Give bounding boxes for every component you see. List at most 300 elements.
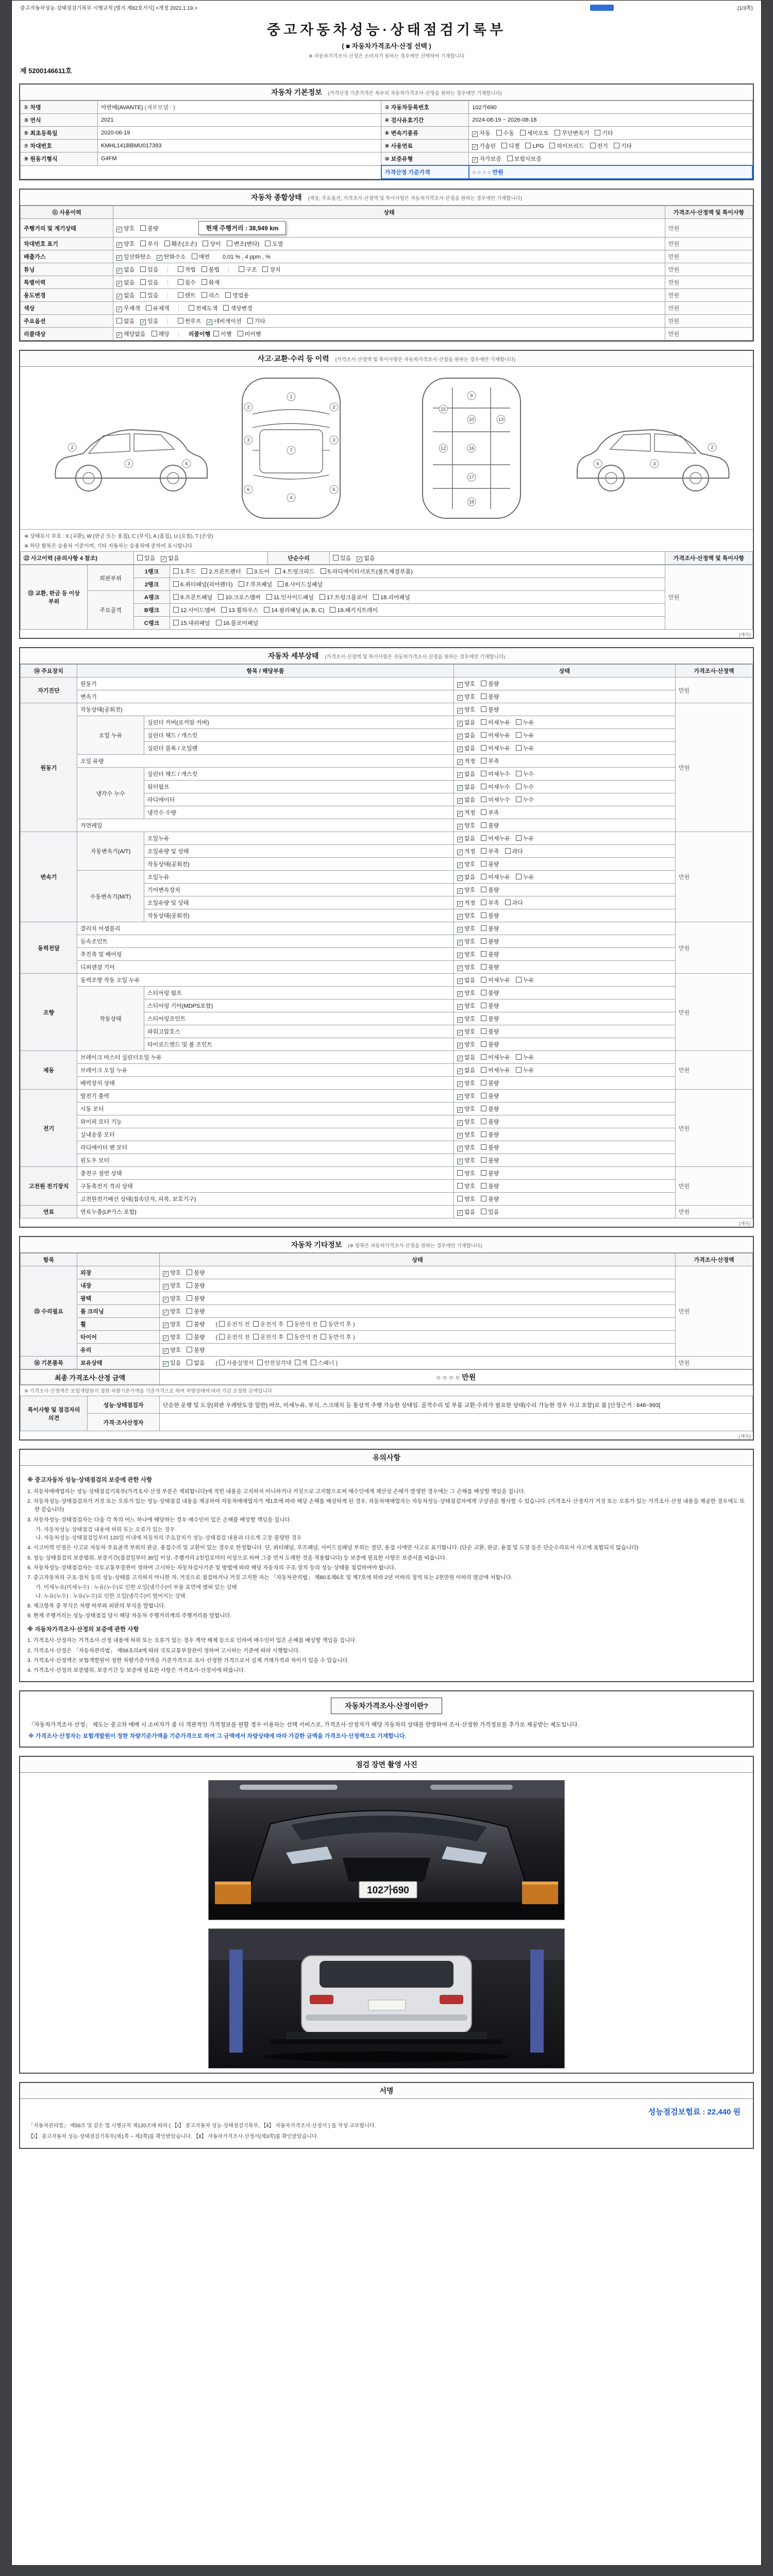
status-option: ✓ 무채색 — [117, 306, 140, 312]
section-detail-note: (가격조사·산정액 및 특이사항은 자동차가격조사·산정을 원하는 경우에만 기재합니다) — [325, 654, 506, 660]
checkbox-unchecked — [253, 1321, 259, 1327]
status-option: ✓ 없음 — [458, 784, 476, 791]
item-status — [454, 703, 676, 716]
checkbox-unchecked — [187, 1321, 192, 1327]
checkbox-unchecked — [481, 706, 486, 712]
basic-info-table — [20, 100, 753, 179]
misc-item-status — [160, 1279, 676, 1292]
status-option: 누수 — [516, 783, 534, 791]
status-option: 누유 — [516, 976, 534, 984]
overall-row-label: 주요옵션 — [21, 315, 113, 328]
checkbox-unchecked — [481, 938, 486, 944]
status-option: 불량 — [481, 821, 499, 829]
option-group — [178, 291, 255, 299]
status-option: ✓ 없음 — [458, 836, 476, 842]
misc-item-status — [160, 1318, 676, 1331]
item-status — [454, 1103, 676, 1115]
checkbox-unchecked — [481, 1028, 486, 1034]
misc-row — [21, 1266, 753, 1279]
status-option: 불량 — [187, 1307, 205, 1315]
checkbox-unchecked — [481, 874, 486, 879]
overall-row — [21, 219, 753, 238]
field-label: ⑥ 변속기종류 — [381, 127, 469, 140]
detail-row — [21, 703, 753, 716]
section-misc-title — [20, 1237, 753, 1253]
detail-row — [21, 1167, 753, 1180]
price-cell: 만원 — [676, 703, 753, 832]
checkbox-unchecked — [219, 1321, 225, 1327]
checkbox-unchecked — [187, 1295, 192, 1301]
status-option: 불량 — [481, 1195, 499, 1203]
status-option: 하이브리드 — [549, 142, 584, 150]
checkbox-unchecked — [481, 887, 486, 892]
status-option: ✓ 없음 — [458, 797, 476, 804]
item-label: 브레이크 오일 누유 — [77, 1064, 454, 1077]
detail-row — [21, 716, 753, 729]
status-option: 기타 — [614, 142, 632, 150]
table-row — [21, 114, 753, 127]
option-group — [116, 278, 164, 286]
status-option: ✓ 양호 — [458, 681, 476, 688]
checkbox-unchecked — [516, 745, 522, 751]
checkbox-unchecked — [481, 771, 486, 776]
notice-subitem: 가. 미세누유(미세누수) : 누유(누수)로 인한 오일(냉각수)이 부품 표면에 맺혀 있는 상태 — [36, 1584, 237, 1591]
misc-row — [21, 1279, 753, 1292]
signature-note-1: 「자동차관리법」 제58조 및 같은 법 시행규칙 제120조에 따라 ( 【Ⅰ】 중고자동차 성능·상태점검기록부, 【Ⅱ】 자동차가격조사·산정서 ) 를 작성·교부합니다. — [28, 2123, 376, 2129]
remarks-row — [21, 1414, 753, 1431]
title-block — [19, 13, 754, 60]
checkbox-checked: ✓ — [117, 294, 122, 299]
divider — [228, 267, 233, 273]
checkbox-unchecked — [481, 1067, 486, 1073]
status-option: 불량 — [481, 1143, 499, 1151]
checkbox-unchecked — [481, 1144, 486, 1150]
checkbox-unchecked — [481, 758, 486, 764]
price-cell: 만원 — [676, 1357, 753, 1369]
checkbox-checked: ✓ — [117, 307, 122, 312]
status-option: 불량 — [481, 860, 499, 868]
status-option: ✓ 양호 — [458, 1106, 476, 1113]
status-option: 양호 — [457, 1182, 475, 1190]
svg-text:4: 4 — [290, 495, 293, 500]
device-label: 원동기 — [21, 703, 77, 832]
status-option: ✓ 양호 — [163, 1334, 181, 1341]
field-label: ⑧ 사용연료 — [381, 140, 469, 152]
notice-item: 2. 자동차성능·상태점검자가 거짓 또는 오류가 있는 성능·상태점검 내용을 제공하여 자동차매매업자가 제1호에 따라 해당 손해를 배상하게 된 경우, 자동차매매업자는 자동차성능·상태점검자에게 구상권을 행사할 수 있습니다. (가격조사·산정자가 거짓 또는 오류가 있는 가격조사·산정 내용을 제공한 경우에도 또한 같습니다) — [27, 1498, 745, 1513]
checkbox-unchecked — [330, 607, 335, 613]
table-row — [21, 140, 753, 152]
col-price: 가격조사·산정액 및 특이사항 — [665, 206, 753, 219]
checkbox-checked: ✓ — [458, 734, 462, 739]
page-continued-note: (계속) — [738, 632, 751, 637]
signature-note-2: 【Ⅰ】 중고자동차 성능·상태점검기록부(제1쪽 ~ 제2쪽)를 확인받았습니다. 【Ⅱ】 자동차가격조사·산정서(제3쪽)를 확인받았습니다. — [28, 2134, 318, 2140]
price-cell: 만원 — [665, 328, 753, 341]
status-option: ✓ 양호 — [458, 926, 476, 933]
checkbox-unchecked — [140, 241, 146, 246]
svg-text:3: 3 — [653, 461, 656, 466]
detail-row — [21, 677, 753, 690]
item-label: 고전원전기배선 상태(접속단자, 피복, 보호기구) — [77, 1193, 454, 1206]
status-option: 불량 — [481, 1105, 499, 1113]
field-label: ⑩ 보증유형 — [381, 152, 469, 166]
status-option: 전기 — [590, 142, 608, 150]
panel-item: 11.인사이드패널 — [266, 593, 314, 601]
item-label: 라디에이터 팬 모터 — [77, 1141, 454, 1154]
checkbox-unchecked — [516, 796, 522, 802]
checkbox-unchecked — [201, 279, 207, 285]
item-status — [454, 896, 676, 909]
panel-item: 13.휠하우스 — [221, 606, 258, 614]
table-row — [21, 165, 753, 179]
status-option: 기타 — [247, 317, 265, 325]
option-group — [239, 265, 287, 274]
status-option: 불량 — [481, 963, 499, 971]
rank-row — [21, 591, 753, 604]
status-option: 미세누유 — [481, 976, 510, 984]
option-group — [116, 330, 175, 338]
checkbox-checked: ✓ — [163, 1348, 168, 1354]
checkbox-unchecked — [516, 771, 522, 776]
accident-history-table — [20, 551, 753, 565]
col-group: 항목 — [21, 1253, 77, 1266]
status-option: 불량 — [187, 1294, 205, 1302]
item-label: 오일유량 및 상태 — [144, 896, 454, 909]
checkbox-unchecked — [187, 1334, 192, 1340]
svg-text:2: 2 — [332, 404, 335, 410]
rank-row — [21, 565, 753, 578]
price-cell: 만원 — [676, 1266, 753, 1357]
detail-row — [21, 1128, 753, 1141]
misc-item-status — [160, 1305, 676, 1318]
basic-items-list: ( 사용설명서 안전삼각대 잭 스패너 ) — [215, 1360, 338, 1366]
item-status — [454, 781, 676, 793]
status-option: ✓ 양호 — [458, 823, 476, 829]
inspection-fee-label: 성능점검보험료 : — [648, 2108, 705, 2117]
status-option: ✓ 양호 — [458, 1003, 476, 1010]
field-label: ⑤ 최초등록일 — [21, 127, 98, 140]
transmission-options — [469, 127, 752, 140]
status-option: 기타 — [595, 129, 613, 137]
svg-text:6: 6 — [596, 461, 599, 466]
price-cell: 만원 — [665, 565, 753, 630]
item-status — [454, 922, 676, 935]
status-option: 불량 — [481, 989, 499, 997]
status-option: ✓ 네비게이션 — [207, 318, 242, 325]
checkbox-unchecked — [140, 292, 146, 298]
status-option: ✓ 양호 — [458, 1145, 476, 1151]
checkbox-checked: ✓ — [458, 772, 462, 778]
option-group-label: 리콜이행 — [188, 331, 211, 337]
first-registration-date: 2020-06-19 — [98, 127, 381, 140]
item-label: 브레이크 마스터 실린더오일 누유 — [77, 1051, 454, 1064]
checkbox-unchecked — [457, 1196, 463, 1201]
checkbox-unchecked — [225, 292, 231, 298]
field-label: ② 자동차등록번호 — [381, 101, 469, 114]
status-option: ✓ 없음 — [161, 555, 179, 562]
checkbox-unchecked — [481, 1093, 486, 1098]
checkbox-checked: ✓ — [163, 1271, 168, 1277]
item-status — [454, 1128, 676, 1141]
page-subtitle-note: ※ 자동차가격조사·산정은 소비자가 원하는 경우에만 선택하여 기재합니다 — [308, 54, 465, 59]
checkbox-unchecked — [264, 607, 270, 613]
option-group — [116, 304, 175, 312]
checkbox-checked: ✓ — [458, 708, 462, 714]
status-option: ✓ 없음 — [117, 267, 135, 274]
signature-title: 서명 — [20, 2083, 753, 2099]
col-item: 항목 / 해당부품 — [77, 665, 454, 677]
status-option: 불량 — [481, 1002, 499, 1010]
overall-row-status — [113, 276, 665, 289]
checkbox-unchecked — [481, 719, 486, 725]
misc-item-status — [160, 1344, 676, 1357]
checkbox-checked: ✓ — [458, 1043, 462, 1048]
status-option: 누유 — [516, 873, 534, 881]
status-option: 불량 — [481, 1040, 499, 1048]
checkbox-unchecked — [516, 1054, 522, 1060]
overall-row — [21, 276, 753, 289]
print-header — [19, 3, 754, 13]
status-option: ✓ 있음 — [141, 318, 159, 325]
item-status — [454, 987, 676, 999]
panel-item: 17.트렁크플로어 — [320, 593, 367, 601]
checkbox-unchecked — [213, 331, 219, 336]
divider — [167, 293, 173, 299]
rank-label: B랭크 — [134, 604, 170, 617]
panel-item: 3.도어 — [247, 567, 270, 575]
status-option: ✓ 없음 — [458, 720, 476, 726]
overall-row-label: 튜닝 — [21, 263, 113, 276]
item-label: 스티어링조인트 — [144, 1012, 454, 1025]
item-label: 라디에이터 — [144, 793, 454, 806]
status-option: 있음 — [140, 291, 158, 299]
overall-row-label: 차대번호 표기 — [21, 238, 113, 250]
status-option: 양호 — [457, 1169, 475, 1177]
status-option: 불량 — [187, 1320, 205, 1328]
item-status — [454, 1051, 676, 1064]
misc-item-label: 외장 — [77, 1266, 160, 1279]
misc-row — [21, 1318, 753, 1331]
status-option: 불량 — [481, 1169, 499, 1177]
price-cell: 만원 — [676, 1206, 753, 1218]
checkbox-unchecked — [262, 266, 268, 272]
checkbox-checked: ✓ — [458, 862, 462, 868]
item-status — [454, 832, 676, 845]
checkbox-checked: ✓ — [163, 1335, 168, 1341]
checkbox-unchecked — [140, 266, 146, 272]
status-option: ✓ 양호 — [458, 887, 476, 894]
field-label: ④ 검사유효기간 — [381, 114, 469, 127]
status-option: ✓ 양호 — [458, 964, 476, 971]
checkbox-unchecked — [257, 1360, 263, 1365]
notice-item: 6. 자동차성능·상태점검자는 국토교통부장관이 정하여 고시하는 자동차검사기준 및 방법에 따라 해당 자동차의 구조·장치 등의 성능·상태를 점검하여야 합니다. — [27, 1564, 396, 1571]
simple-repair-options — [330, 552, 665, 565]
status-option: ✓ 없음 — [458, 733, 476, 739]
remarks-label: 특이사항 및 점검자의 의견 — [21, 1396, 88, 1431]
basic-items-label: 보유상태 — [77, 1357, 160, 1369]
status-option: 색상변경 — [223, 304, 253, 312]
status-option: 부족 — [481, 808, 499, 817]
detail-row — [21, 768, 753, 781]
item-label: 등속조인트 — [77, 935, 454, 948]
checkbox-checked: ✓ — [458, 824, 462, 829]
misc-item-label: 유리 — [77, 1344, 160, 1357]
overall-row-status — [113, 302, 665, 315]
svg-text:6: 6 — [332, 487, 335, 492]
item-status — [454, 1193, 676, 1206]
checkbox-checked: ✓ — [161, 556, 166, 562]
checkbox-unchecked — [201, 568, 207, 574]
overall-row-label: 주행거리 및 계기상태 — [21, 219, 113, 238]
checkbox-unchecked — [520, 130, 526, 135]
repair-group-label: ⑮ 수리필요 — [21, 1266, 77, 1357]
section-basic-note: (가격산정 기준가격은 복수의 자동차가격조사·산정을 원하는 경우에만 기재합니다) — [328, 91, 502, 96]
status-option: ✓ 양호 — [163, 1321, 181, 1328]
svg-text:12: 12 — [440, 446, 446, 451]
item-status — [454, 1090, 676, 1103]
checkbox-unchecked — [238, 331, 243, 336]
status-option: 유채색 — [146, 304, 170, 312]
table-row — [21, 101, 753, 114]
overall-row — [21, 289, 753, 302]
col-device: ⑭ 주요장치 — [21, 665, 77, 677]
checkbox-unchecked — [216, 620, 222, 625]
checkbox-checked: ✓ — [473, 157, 477, 163]
print-header-left: 중고자동차성능·상태점검기록부 시행규칙 [별지 제82호서식] <개정 2021.1.19.> — [20, 6, 198, 11]
section-detail-title-text: 자동차 세부상태 — [267, 652, 319, 660]
status-option: 누유 — [516, 834, 534, 842]
section-overall-title — [20, 190, 753, 206]
checkbox-checked: ✓ — [458, 811, 462, 817]
final-price-value: ○ ○ ○ ○ 만원 — [160, 1370, 753, 1385]
photos-body — [20, 1773, 753, 2073]
checkbox-checked: ✓ — [458, 1107, 462, 1113]
checkbox-checked: ✓ — [458, 1004, 462, 1010]
checkbox-unchecked — [481, 835, 486, 841]
status-option: ✓ 양호 — [458, 913, 476, 920]
overall-row-status — [113, 238, 665, 250]
status-option: ✓ 양호 — [163, 1270, 181, 1277]
header-badge — [590, 5, 614, 11]
item-label: 커먼레일 — [77, 819, 454, 832]
checkbox-unchecked — [516, 835, 522, 841]
checkbox-checked: ✓ — [157, 255, 162, 261]
document-page — [11, 0, 762, 2566]
panel-item: 5.라디에이터서포트(볼트체결부품) — [321, 567, 413, 575]
device-label: 변속기 — [21, 832, 77, 922]
table-header-row — [21, 665, 753, 677]
item-label: 작동상태(공회전) — [144, 858, 454, 871]
field-label: ③ 연식 — [21, 114, 98, 127]
status-option: ✓ 적정 — [458, 758, 476, 765]
notice-item: 3. 가격조사·산정액은 보험개발원이 정한 차량기준가액을 기준가격으로 조사·산정한 가격으로서 실제 거래가격과 차이가 있을 수 있습니다. — [27, 1657, 349, 1664]
checkbox-checked: ✓ — [458, 875, 462, 881]
notice-item: 9. 현재 주행거리는 성능·상태점검 당시 해당 자동차 주행거리계의 주행거리를 말합니다. — [27, 1613, 232, 1619]
pricing-info-title: 자동차가격조사·산정이란? — [331, 1698, 442, 1714]
notices-body — [20, 1466, 753, 1681]
checkbox-unchecked — [152, 331, 157, 336]
checkbox-unchecked — [320, 594, 325, 600]
option-group — [116, 240, 289, 248]
checkbox-unchecked — [481, 796, 486, 802]
panel-item: 12.사이드멤버 — [173, 606, 215, 614]
device-label: 동력전달 — [21, 922, 77, 974]
checkbox-unchecked — [373, 594, 379, 600]
price-cell: 만원 — [676, 677, 753, 703]
status-option: ✓ 없음 — [117, 293, 135, 299]
item-label: 스티어링 기어(MDPS포함) — [144, 999, 454, 1012]
svg-text:2: 2 — [71, 445, 74, 450]
photo-rear-svg — [209, 1929, 564, 2068]
checkbox-unchecked — [311, 1360, 316, 1365]
checkbox-unchecked — [253, 1334, 259, 1340]
vehicle-submodel: (세부모델 : ) — [144, 105, 175, 111]
status-option: 침수 — [178, 278, 196, 286]
item-label: 스티어링 펌프 — [144, 987, 454, 999]
checkbox-checked: ✓ — [458, 927, 462, 933]
page-subtitle: ( ■ 자동차가격조사·산정 선택 ) — [342, 42, 431, 50]
notice-subitem: 가. 자동차성능·상태점검 내용에 허위 또는 오류가 있는 경우 — [36, 1526, 175, 1533]
section-overall-condition — [19, 189, 754, 342]
panel-item: 14.필러패널 (A, B, C) — [264, 606, 324, 614]
remarks-table — [20, 1396, 753, 1431]
accident-history-label: ⑫ 사고이력 (유의사항 4 참조) — [21, 552, 134, 565]
price-cell: 만원 — [665, 250, 753, 263]
item-status — [454, 974, 676, 987]
checkbox-unchecked — [496, 130, 502, 135]
detail-row — [21, 961, 753, 974]
notice-heading: ※ 중고자동차 성능·상태점검의 보증에 관한 사항 — [27, 1477, 153, 1483]
item-status — [454, 1038, 676, 1051]
item-label: 작동상태(공회전) — [144, 909, 454, 922]
remarks-text: 단순한 운행 및 도장(외판 우레탄도장 일반) 마모, 미세누유, 부식, 스크래치 등 통상적 주행 가능한 상태임. 골격수리 및 부품 교환·수리가 필요한 상태(수리 가능한 경우 사고 포함)로 봄 [산정근거 : 646~993] — [160, 1396, 753, 1414]
checkbox-checked: ✓ — [117, 255, 122, 261]
checkbox-unchecked — [481, 809, 486, 815]
status-option: 불량 — [481, 1079, 499, 1087]
overall-row — [21, 302, 753, 315]
status-option: ✓ 해당없음 — [117, 331, 146, 338]
checkbox-unchecked — [333, 555, 339, 561]
item-status — [454, 1154, 676, 1167]
wheel-positions: ( 운전석 전 운전석 후 동반석 전 동반석 후 ) — [215, 1334, 355, 1341]
panel-item: 18.리어패널 — [373, 593, 410, 601]
checkbox-checked: ✓ — [458, 695, 462, 701]
svg-text:13: 13 — [498, 417, 504, 422]
remarks-text — [160, 1414, 753, 1431]
price-cell: 만원 — [676, 1051, 753, 1090]
checkbox-unchecked — [505, 900, 511, 905]
panel-item: 2.프론트펜더 — [201, 567, 241, 575]
checkbox-unchecked — [218, 594, 224, 600]
detail-row — [21, 871, 753, 884]
price-cell: 만원 — [665, 315, 753, 328]
option-group — [116, 224, 164, 232]
notice-subitem: 나. 자동차성능·상태점검일부터 120일 이내에 자동차의 주요장치가 성능·상태점검 내용과 다르게 고장·불량한 경우 — [36, 1535, 302, 1541]
status-option: ✓ 탄화수소 — [157, 254, 186, 261]
status-option: ✓ 양호 — [163, 1296, 181, 1302]
device-label: 조향 — [21, 974, 77, 1051]
checkbox-unchecked — [614, 143, 619, 148]
notice-item: 4. 사고이력 인정은 사고로 자동차 주요골격 부위의 판금, 용접수리 및 교환이 있는 경우로 한정합니다. 단, 쿼터패널, 루프패널, 사이드실패널 부위는 절단, 용접 시에만 사고로 표기합니다. (단순 교환, 판금, 용접 및 도장 등은 단순수리로서 사고에 포함되지 않습니다) — [27, 1545, 638, 1551]
status-option: ✓ 없음 — [458, 977, 476, 984]
base-price-label: 가격산정 기준가격 — [381, 165, 469, 179]
status-option: 누유 — [516, 1053, 534, 1061]
checkbox-unchecked — [481, 861, 486, 867]
status-option: ✓ 적정 — [458, 900, 476, 907]
checkbox-checked: ✓ — [458, 759, 462, 765]
simple-repair-label: 단순수리 — [268, 552, 330, 565]
checkbox-unchecked — [554, 130, 560, 135]
rank-label: C랭크 — [134, 617, 170, 630]
